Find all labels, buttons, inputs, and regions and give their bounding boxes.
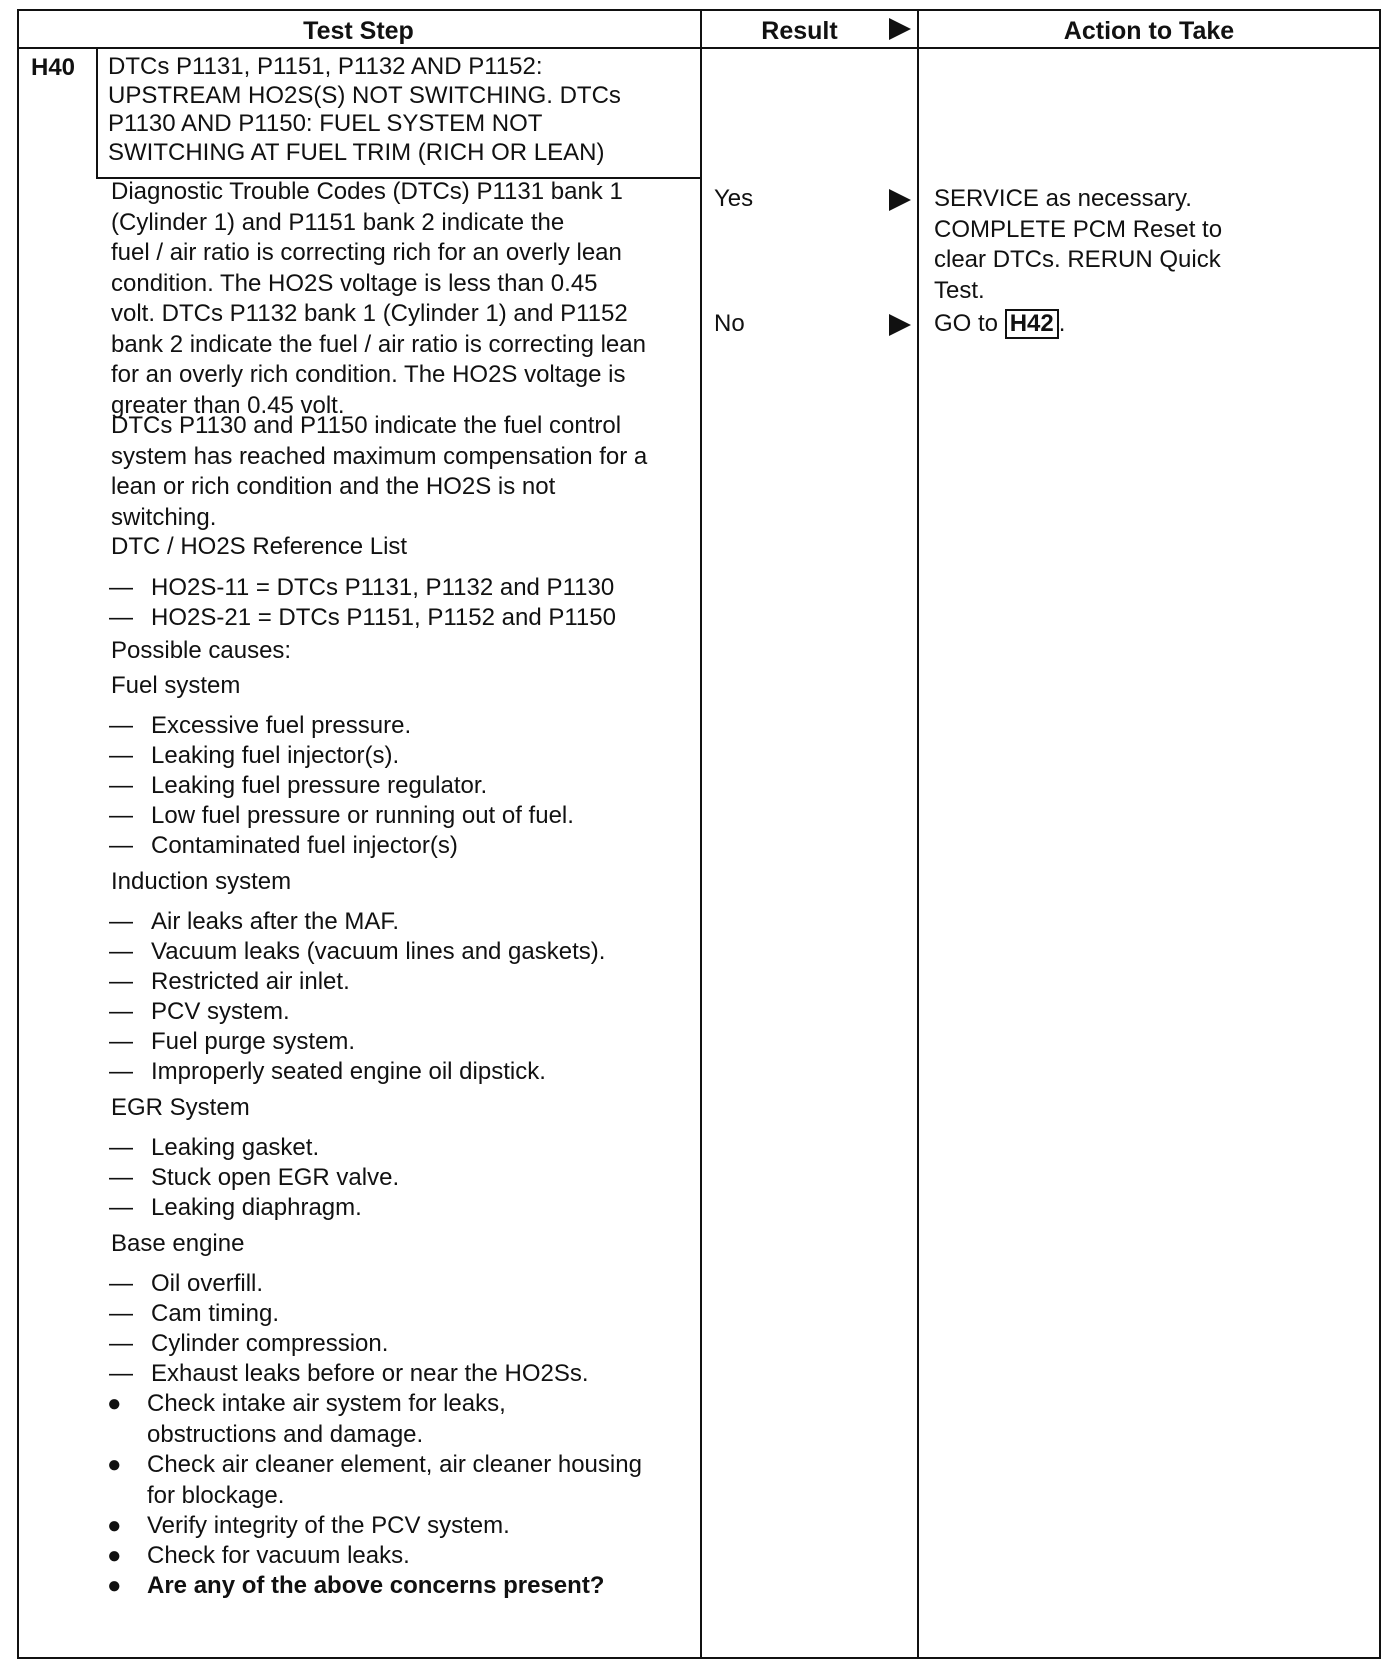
possible-causes-heading: Possible causes: [111,637,292,664]
reference-item: — HO2S-11 = DTCs P1131, P1132 and P1130 [109,574,615,601]
cause-item: — Leaking fuel injector(s). [109,742,400,769]
text-line: Test. [934,276,985,304]
diagnostic-table [17,9,1381,1659]
action-yes [934,184,1222,306]
step-title-line: SWITCHING AT FUEL TRIM (RICH OR LEAN) [108,139,605,167]
text-line: bank 2 indicate the fuel / air ratio is correcting lean [111,330,646,358]
cause-item: — Leaking fuel pressure regulator. [109,772,488,799]
cause-item: — Contaminated fuel injector(s) [109,832,458,859]
cause-item: — Cam timing. [109,1300,280,1327]
header-result: Result [761,17,838,45]
header-test-step: Test Step [303,17,414,45]
bullet-icon: ● [107,1390,122,1417]
cause-item: — Stuck open EGR valve. [109,1164,400,1191]
text-line: obstructions and damage. [147,1420,424,1448]
bullet-icon: ● [107,1512,122,1539]
text-line: lean or rich condition and the HO2S is not [111,473,556,500]
cause-item: — Leaking gasket. [109,1134,320,1161]
text-line: Diagnostic Trouble Codes (DTCs) P1131 bank 1 [111,178,623,205]
text-line: clear DTCs. RERUN Quick [934,246,1221,273]
text-line: Check for vacuum leaks. [147,1542,410,1569]
divider-id-title [96,49,98,179]
description-paragraph-2 [111,411,647,533]
action-no [934,309,1065,340]
text-line: Check intake air system for leaks, [147,1390,506,1417]
header-arrow-icon [889,18,911,40]
cause-group-heading: Fuel system [111,672,241,699]
text-line: for blockage. [147,1481,285,1509]
text-line: volt. DTCs P1132 bank 1 (Cylinder 1) and P1152 [111,300,628,327]
action-no-suffix: . [1058,310,1066,337]
divider-step-result [700,9,702,1657]
cause-item: — Excessive fuel pressure. [109,712,412,739]
result-yes: Yes [714,185,754,212]
text-line: system has reached maximum compensation for a [111,442,648,470]
cause-group-heading: Base engine [111,1230,245,1257]
cause-group-heading: Induction system [111,868,292,895]
description-paragraph-1 [111,177,646,421]
divider-result-action [917,9,919,1657]
text-line: DTCs P1130 and P1150 indicate the fuel control [111,412,622,439]
text-line: for an overly rich condition. The HO2S voltage is [111,361,626,388]
reference-item: — HO2S-21 = DTCs P1151, P1152 and P1150 [109,604,616,631]
header-action: Action to Take [1063,17,1235,45]
cause-item: — Air leaks after the MAF. [109,908,400,935]
cause-item: — Cylinder compression. [109,1330,389,1357]
result-no: No [714,310,745,337]
cause-item: — Oil overfill. [109,1270,264,1297]
step-title-line: DTCs P1131, P1151, P1132 AND P1152: [108,53,543,80]
question-line: Are any of the above concerns present? [147,1572,605,1599]
cause-item: — Leaking diaphragm. [109,1194,362,1221]
bullet-icon: ● [107,1542,122,1569]
cause-item: — Low fuel pressure or running out of fuel. [109,802,574,829]
bullet-icon: ● [107,1572,122,1599]
bullet-icon: ● [107,1451,122,1478]
cause-item: — Vacuum leaks (vacuum lines and gaskets). [109,938,606,965]
step-id: H40 [31,54,76,81]
step-title [108,53,621,168]
reference-heading: DTC / HO2S Reference List [111,533,408,560]
cause-item: — Fuel purge system. [109,1028,356,1055]
cause-item: — PCV system. [109,998,290,1025]
action-no-prefix: GO to [934,310,999,337]
cause-item: — Restricted air inlet. [109,968,350,995]
text-line: Verify integrity of the PCV system. [147,1512,510,1539]
cause-item: — Improperly seated engine oil dipstick. [109,1058,546,1085]
text-line: COMPLETE PCM Reset to [934,215,1223,243]
goto-h42-link[interactable]: H42 [1005,309,1059,339]
text-line: SERVICE as necessary. [934,185,1192,212]
cause-item: — Exhaust leaks before or near the HO2Ss. [109,1360,589,1387]
text-line: condition. The HO2S voltage is less than 0.45 [111,269,598,297]
text-line: greater than 0.45 volt. [111,391,345,419]
text-line: (Cylinder 1) and P1151 bank 2 indicate the [111,208,565,236]
result-arrow-icon [889,314,911,336]
result-arrow-icon [889,189,911,211]
cause-group-heading: EGR System [111,1094,250,1121]
text-line: fuel / air ratio is correcting rich for an overly lean [111,239,622,266]
step-title-line: P1130 AND P1150: FUEL SYSTEM NOT [108,110,543,138]
text-line: switching. [111,503,217,531]
step-title-line: UPSTREAM HO2S(S) NOT SWITCHING. DTCs [108,81,621,109]
text-line: Check air cleaner element, air cleaner housing [147,1451,642,1478]
